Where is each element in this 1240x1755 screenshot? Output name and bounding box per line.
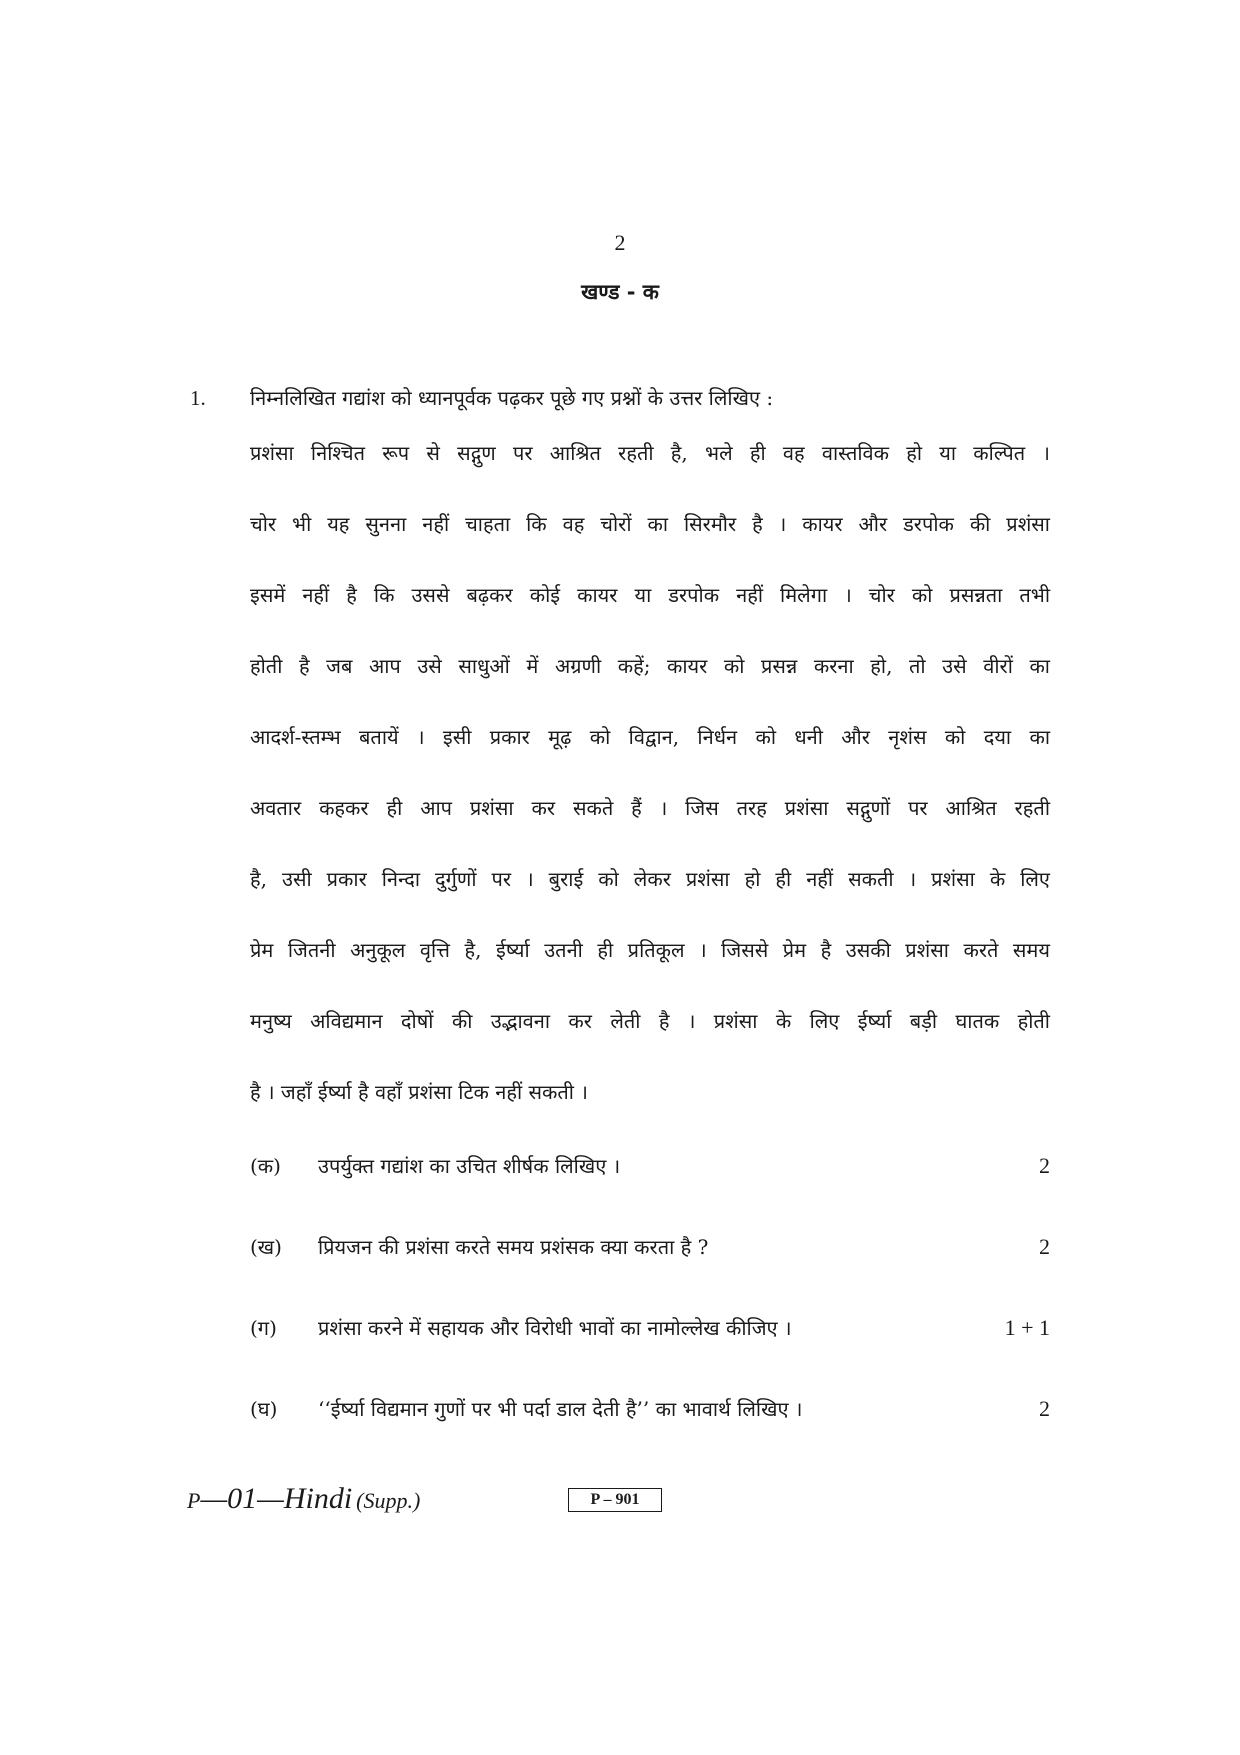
passage-line: प्रेम जितनी अनुकूल वृत्ति है, ईर्ष्या उतनी ही प्रतिकूल । जिससे प्रेम है उसकी प्रशंसा करते समय bbox=[250, 938, 1050, 962]
passage-line: अवतार कहकर ही आप प्रशंसा कर सकते हैं । जिस तरह प्रशंसा सद्गुणों पर आश्रित रहती bbox=[250, 796, 1050, 820]
passage-line: मनुष्य अविद्यमान दोषों की उद्भावना कर लेती है । प्रशंसा के लिए ईर्ष्या बड़ी घातक होती bbox=[250, 1009, 1050, 1033]
footer-prefix: P bbox=[187, 1488, 201, 1513]
passage-line: आदर्श-स्तम्भ बतायें । इसी प्रकार मूढ़ को विद्वान, निर्धन को धनी और नृशंस को दया का bbox=[250, 725, 1050, 749]
subquestion-marks: 1 + 1 bbox=[1004, 1315, 1050, 1340]
passage-line: होती है जब आप उसे साधुओं में अग्रणी कहें; कायर को प्रसन्न करना हो, तो उसे वीरों का bbox=[250, 654, 1050, 678]
passage-line: चोर भी यह सुनना नहीं चाहता कि वह चोरों का सिरमौर है । कायर और डरपोक की प्रशंसा bbox=[250, 512, 1050, 536]
subquestion-marks: 2 bbox=[1039, 1396, 1050, 1421]
section-title: खण्ड - क bbox=[581, 280, 659, 304]
footer-subject: Hindi bbox=[283, 1482, 353, 1515]
question-number: 1. bbox=[190, 386, 206, 410]
subquestion-label: (घ) bbox=[250, 1397, 278, 1421]
passage-line: इसमें नहीं है कि उससे बढ़कर कोई कायर या डरपोक नहीं मिलेगा । चोर को प्रसन्नता तभी bbox=[250, 583, 1050, 607]
subquestion-marks: 2 bbox=[1039, 1234, 1050, 1259]
footer-paper-title bbox=[187, 1482, 420, 1516]
passage-line: है, उसी प्रकार निन्दा दुर्गुणों पर । बुराई को लेकर प्रशंसा हो ही नहीं सकती । प्रशंसा के लिए bbox=[250, 867, 1050, 891]
subquestion-gha bbox=[250, 1389, 1050, 1429]
subquestion-marks: 2 bbox=[1039, 1153, 1050, 1178]
passage-line: है । जहाँ ईर्ष्या है वहाँ प्रशंसा टिक नहीं सकती । bbox=[250, 1080, 588, 1104]
subquestion-ga bbox=[250, 1308, 1050, 1348]
subquestion-text: ‘‘ईर्ष्या विद्यमान गुणों पर भी पर्दा डाल देती है’’ का भावार्थ लिखिए । bbox=[318, 1397, 803, 1421]
subquestion-text: प्रियजन की प्रशंसा करते समय प्रशंसक क्या करता है ? bbox=[318, 1235, 709, 1259]
subquestion-text: प्रशंसा करने में सहायक और विरोधी भावों का नामोल्लेख कीजिए । bbox=[318, 1316, 792, 1340]
subquestion-label: (ख) bbox=[250, 1235, 282, 1259]
passage bbox=[250, 433, 1050, 1143]
paper-code-box: P – 901 bbox=[568, 1488, 662, 1512]
footer-code: 01 bbox=[227, 1482, 258, 1515]
footer-suffix: (Supp.) bbox=[356, 1488, 421, 1513]
subquestion-text: उपर्युक्त गद्यांश का उचित शीर्षक लिखिए । bbox=[318, 1154, 621, 1178]
passage-line: प्रशंसा निश्चित रूप से सद्गुण पर आश्रित रहती है, भले ही वह वास्तविक हो या कल्पित । bbox=[250, 441, 1050, 465]
question-instruction: निम्नलिखित गद्यांश को ध्यानपूर्वक पढ़कर पूछे गए प्रश्नों के उत्तर लिखिए : bbox=[250, 386, 774, 410]
page-number: 2 bbox=[614, 230, 626, 255]
subquestion-kha bbox=[250, 1227, 1050, 1267]
subquestion-ka bbox=[250, 1146, 1050, 1186]
footer-dash: — bbox=[257, 1482, 284, 1515]
subquestion-label: (क) bbox=[250, 1154, 281, 1178]
footer-dash: — bbox=[200, 1482, 228, 1515]
subquestion-label: (ग) bbox=[250, 1316, 277, 1340]
